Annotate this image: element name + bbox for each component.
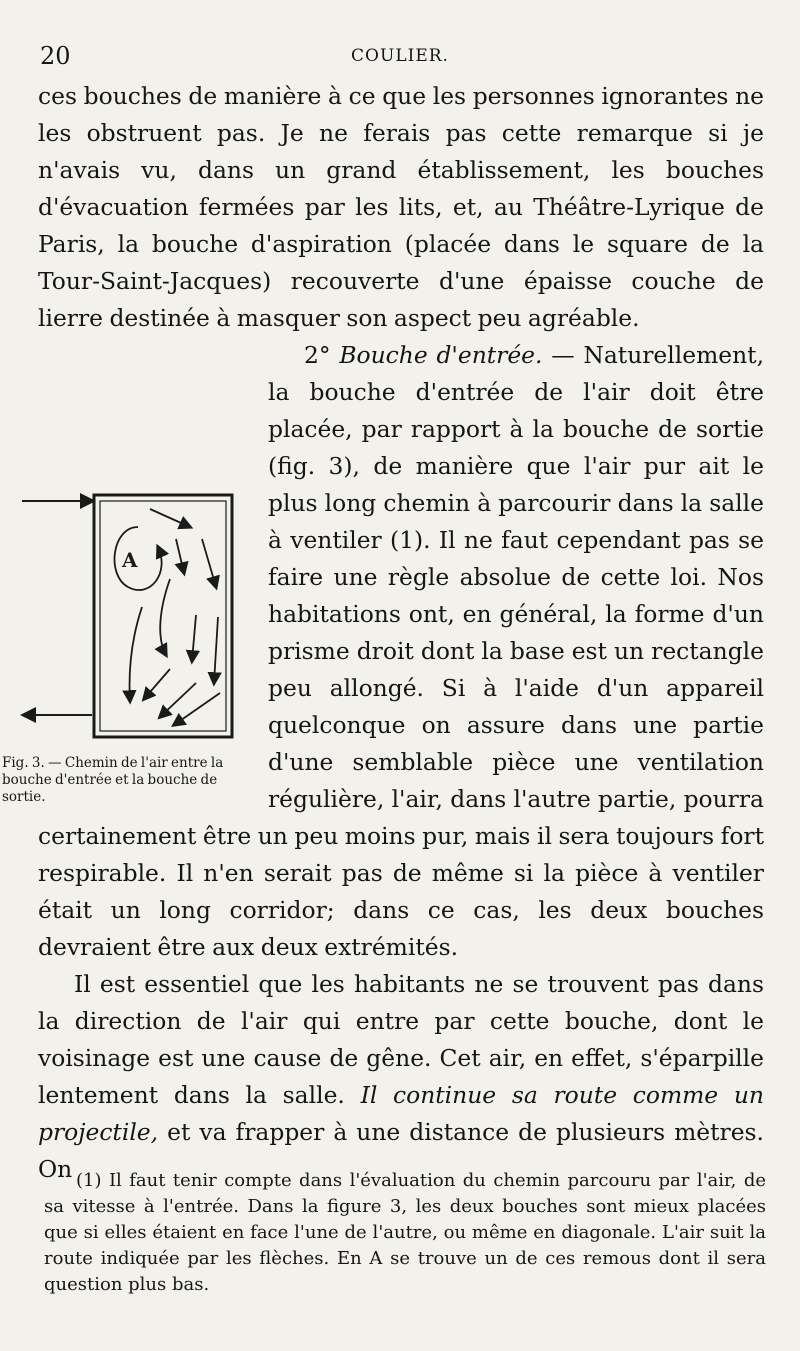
- air-path-diagram: [20, 487, 250, 749]
- page-header: [40, 42, 760, 76]
- paragraph-text: et va frapper à une distance de plusieurs mètres. On: [38, 1118, 764, 1183]
- paragraph-habitants: [38, 966, 764, 1188]
- flow-arrow: [176, 539, 184, 573]
- flow-arrow: [150, 509, 190, 527]
- flow-arrow: [144, 669, 170, 699]
- flow-arrow: [202, 539, 216, 587]
- footnote: (1) Il faut tenir compte dans l'évaluation du chemin parcouru par l'air, de sa vitesse à l'entrée. Dans la figure 3, les deux bouches sont mieux placées que si elles étaient en face l'une de l'autre, ou même en diagonale. L'air suit la route indiquée par les flèches. En A se trouve un de ces remous dont il sera question plus bas.: [44, 1170, 766, 1295]
- flow-arrow: [160, 683, 196, 717]
- section-heading: Bouche d'entrée.: [339, 341, 543, 369]
- section-number: 2°: [304, 341, 340, 369]
- room-outline: [94, 495, 232, 737]
- paragraph-text: Il est essentiel que les habitants ne se trouvent pas dans la direction de l'air qui entre par cette bouche, dont le voisinage est une cause de gêne. Cet air, en effet, s'éparpille lentement dans la salle.: [38, 970, 764, 1109]
- figure-caption: Fig. 3. — Chemin de l'air entre la bouche d'entrée et la bouche de sortie.: [2, 755, 224, 805]
- body-text: [2, 78, 765, 1188]
- running-head: COULIER.: [351, 46, 449, 66]
- paragraph-text: — Naturellement, la bouche d'entrée de l'air doit être placée, par rapport à la bouche de sortie (fig. 3), de manière que l'air pur ait le plus long chemin à parcourir dans la salle à ventiler (1). Il ne faut cependant pas se faire une règle absolue de cette loi. Nos habitations ont, en général, la forme d'un prisme droit dont la base est un rectangle peu allongé. Si à l'aide d'un appareil quelconque on assure dans une partie d'une semblable pièce une ventilation régulière, l'air, dans l'autre partie, pourra certainement être un peu moins pur, mais il sera toujours fort respirable. Il n'en serait pas de même si la pièce à ventiler était un long corridor; dans ce cas, les deux bouches devraient être aux deux extrémités.: [38, 341, 765, 961]
- paragraph-bouche-entree: [2, 337, 765, 966]
- flow-arrow: [130, 607, 143, 701]
- figure-3: [2, 487, 260, 806]
- flow-arrow: [214, 617, 218, 683]
- flow-arrow: [160, 579, 170, 655]
- room-inner-outline: [100, 501, 226, 731]
- eddy-label: A: [122, 548, 138, 572]
- italic-emphasis: Il continue sa route comme un projectile,: [38, 1081, 764, 1146]
- page-number: 20: [40, 42, 71, 70]
- paragraph-continued: ces bouches de manière à ce que les personnes ignorantes ne les obstruent pas. Je ne ferais pas cette remarque si je n'avais vu, dans un grand établissement, les bouches d'évacuation fermées par les lits, et, au Théâtre-Lyrique de Paris, la bouche d'aspiration (placée dans le square de la Tour-Saint-Jacques) recouverte d'une épaisse couche de lierre destinée à masquer son aspect peu agréable.: [38, 82, 764, 332]
- flow-arrow: [192, 615, 196, 661]
